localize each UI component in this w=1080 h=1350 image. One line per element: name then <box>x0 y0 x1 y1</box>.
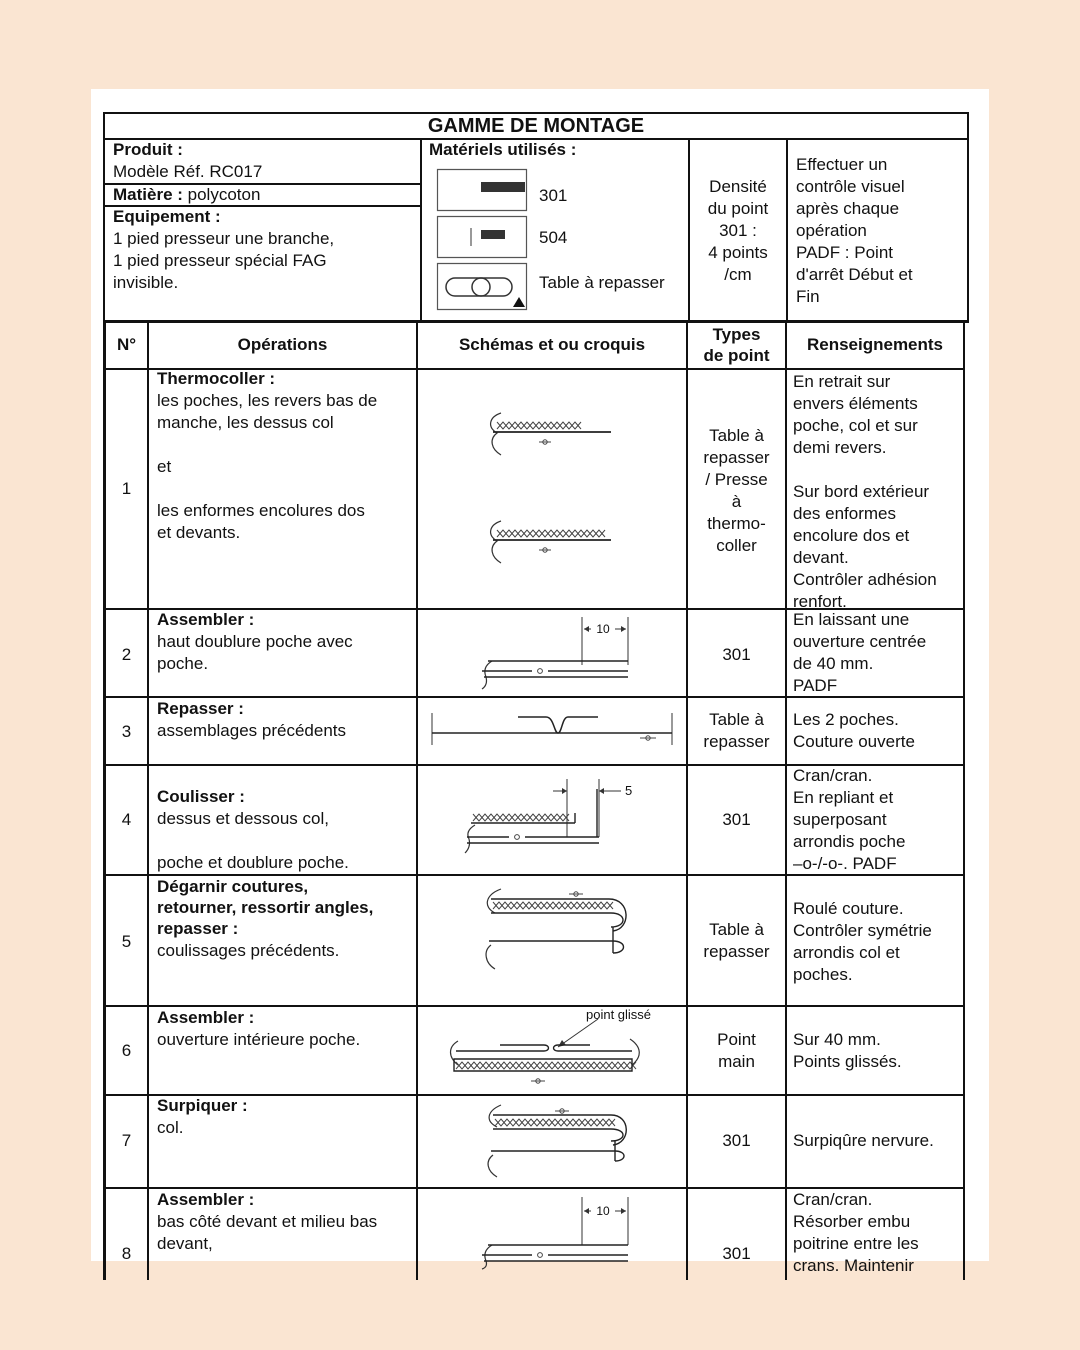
col-header-operations: Opérations <box>237 335 328 354</box>
densite-text: Densité du point 301 : 4 points /cm <box>707 177 769 284</box>
operation-title: Assembler : <box>157 1190 255 1209</box>
stitch-type: 301 <box>722 645 751 664</box>
info-text: Cran/cran. En repliant et superposant arrondis poche –o-/-o-. PADF <box>793 766 906 873</box>
stitch-type: 301 <box>722 810 751 829</box>
stitch-type: Point main <box>717 1030 756 1071</box>
operation-text: assemblages précédents <box>157 721 347 740</box>
materiel-label-301: 301 <box>539 186 568 205</box>
row-number: 3 <box>121 722 132 741</box>
assembly-sheet <box>91 89 989 1275</box>
operation-text: dessus et dessous col, poche et doublure poche. <box>157 809 349 872</box>
ironing-table-icon <box>437 263 527 311</box>
slip-stitch-sketch-icon <box>446 1015 646 1093</box>
produit-value: Modèle Réf. RC017 <box>113 162 263 181</box>
stitch-type: Table à repasser <box>703 920 770 961</box>
dimension-label: 10 <box>591 1204 615 1218</box>
operation-text: haut doublure poche avec poche. <box>157 632 353 673</box>
dimension-label: 5 <box>625 783 633 798</box>
stitch-type: Table à repasser / Presse à thermo- coller <box>703 426 770 555</box>
topstitch-sketch-icon <box>483 1105 643 1177</box>
dimension-label: 10 <box>591 622 615 636</box>
row-number: 2 <box>121 645 132 664</box>
operation-text: ouverture intérieure poche. <box>157 1030 361 1049</box>
info-text: Sur 40 mm. Points glissés. <box>793 1030 902 1071</box>
materiel-label-table: Table à repasser <box>539 273 665 292</box>
materiel-label-504: 504 <box>539 228 568 247</box>
info-text: En retrait sur envers éléments poche, col et sur demi revers. Sur bord extérieur des enformes encolure dos et devant. Contrôler adhésion renfort. <box>793 372 937 611</box>
operation-title: Repasser : <box>157 699 244 718</box>
matiere-label: Matière : <box>113 185 183 204</box>
page-title: GAMME DE MONTAGE <box>427 115 645 137</box>
operation-title: Thermocoller : <box>157 369 276 388</box>
pressed-seam-sketch-icon <box>428 709 678 749</box>
operation-title: Assembler : <box>157 1008 255 1027</box>
equipement-label: Equipement : <box>113 207 221 226</box>
stitch-type: Table à repasser <box>703 710 770 751</box>
operation-text: col. <box>157 1118 184 1137</box>
equipement-value: 1 pied presseur une branche, 1 pied presseur spécial FAG invisible. <box>113 229 335 292</box>
operation-text: coulissages précédents. <box>157 941 340 960</box>
operation-title: Coulisser : <box>157 787 245 806</box>
col-header-renseignements: Renseignements <box>806 335 944 354</box>
materiels-label: Matériels utilisés : <box>429 140 577 159</box>
controle-text: Effectuer un contrôle visuel après chaque opération PADF : Point d'arrêt Début et Fin <box>796 155 913 306</box>
operation-title: Dégarnir coutures, retourner, ressortir angles, repasser : <box>157 877 374 938</box>
stitch-type: 301 <box>722 1244 751 1263</box>
produit-label: Produit : <box>113 140 183 159</box>
col-header-num: N° <box>116 335 137 354</box>
machine-301-icon <box>437 169 527 211</box>
row-number: 5 <box>121 932 132 951</box>
row-number: 8 <box>121 1244 132 1263</box>
operation-title: Assembler : <box>157 610 255 629</box>
machine-504-icon <box>437 216 527 258</box>
turned-seam-sketch-icon <box>481 889 641 973</box>
annotation-label: point glissé <box>586 1007 652 1022</box>
row-number: 7 <box>121 1131 132 1150</box>
row-number: 4 <box>121 810 132 829</box>
matiere-field <box>113 184 260 206</box>
row-number: 6 <box>121 1041 132 1060</box>
info-text: Cran/cran. Résorber embu poitrine entre les crans. Maintenir <box>793 1190 919 1275</box>
info-text: Roulé couture. Contrôler symétrie arrondis col et poches. <box>793 899 932 984</box>
col-header-types: Types de point <box>703 325 770 365</box>
info-text: Les 2 poches. Couture ouverte <box>793 710 915 751</box>
operation-text: bas côté devant et milieu bas devant, <box>157 1212 378 1253</box>
stitch-type: 301 <box>722 1131 751 1150</box>
matiere-value: polycoton <box>182 185 261 204</box>
operation-text: les poches, les revers bas de manche, les dessus col et les enformes encolures dos et devants. <box>157 391 378 542</box>
info-text: Surpiqûre nervure. <box>793 1131 934 1150</box>
row-number: 1 <box>121 479 132 498</box>
operation-title: Surpiquer : <box>157 1096 248 1115</box>
info-text: En laissant une ouverture centrée de 40 mm. PADF <box>793 610 927 695</box>
col-header-schemas: Schémas et ou croquis <box>458 335 646 354</box>
fusing-sketch-icon <box>487 403 617 573</box>
stitched-seam-sketch-icon <box>461 779 641 857</box>
